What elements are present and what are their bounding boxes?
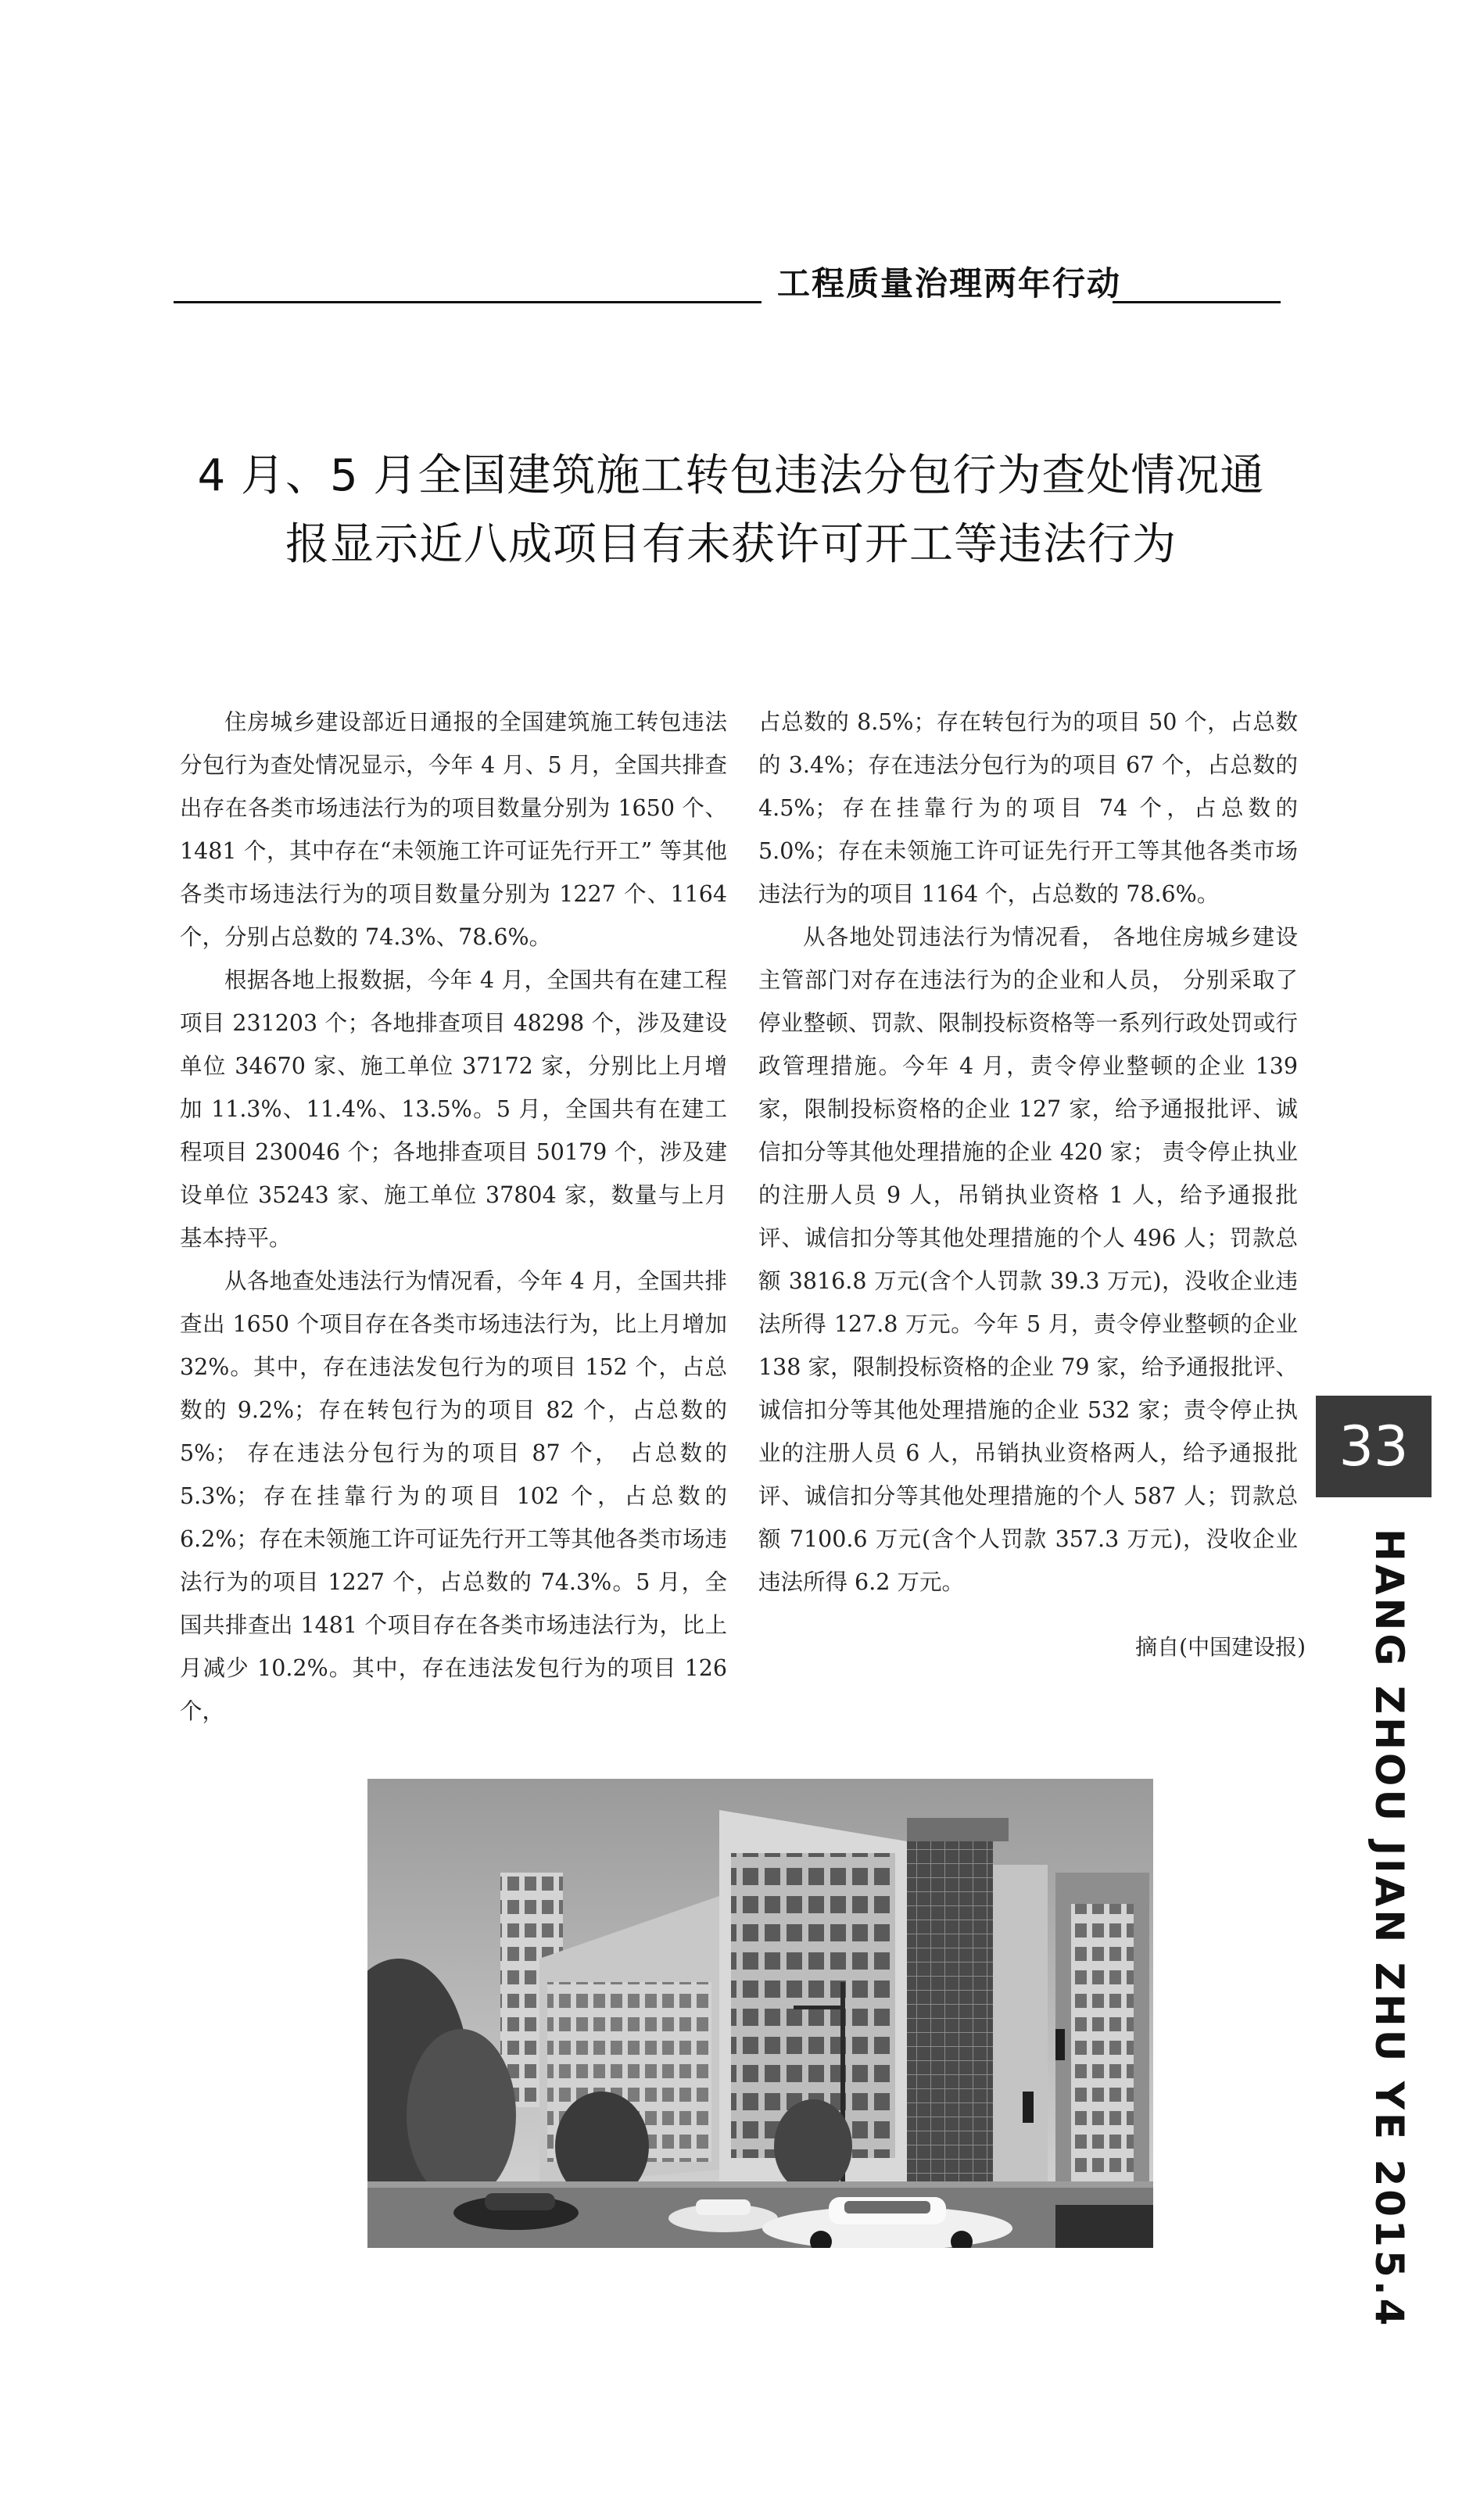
paragraph: 住房城乡建设部近日通报的全国建筑施工转包违法分包行为查处情况显示，今年 4 月、5 月，全国共排查出存在各类市场违法行为的项目数量分别为 1650 个、1481 个，其中存在“未领施工许可证先行开工” 等其他各类市场违法行为的项目数量分别为 1227 个、1164 个，分别占总数的 74.3%、78.6%。 <box>180 709 727 950</box>
header-rule-left <box>174 301 762 303</box>
paragraph: 从各地查处违法行为情况看，今年 4 月，全国共排查出 1650 个项目存在各类市场违法行为，比上月增加 32%。其中，存在违法发包行为的项目 152 个，占总数的 9.2%；存在转包行为的项目 82 个，占总数的 5%； 存在违法分包行为的项目 87 个， 占总数的 5.3%；存在挂靠行为的项目 102 个，占总数的 6.2%；存在未领施工许可证先行开工等其他各类市场违法行为的项目 1227 个，占总数的 74.3%。5 月，全国共排查出 1481 个项目存在各类市场违法行为，比上月减少 10.2%。其中，存在违法发包行为的项目 126 个， <box>180 1268 727 1724</box>
paragraph: 从各地处罚违法行为情况看， 各地住房城乡建设主管部门对存在违法行为的企业和人员， 分别采取了停业整顿、罚款、限制投标资格等一系列行政处罚或行政管理措施。今年 4 月，责令停业整顿的企业 139 家，限制投标资格的企业 127 家，给予通报批评、诚信扣分等其他处理措施的企业 420 家； 责令停止执业的注册人员 9 人，吊销执业资格 1 人，给予通报批评、诚信扣分等其他处理措施的个人 496 人；罚款总额 3816.8 万元(含个人罚款 39.3 万元)，没收企业违法所得 127.8 万元。今年 5 月，责令停业整顿的企业 138 家，限制投标资格的企业 79 家，给予通报批评、诚信扣分等其他处理措施的企业 532 家；责令停止执业的注册人员 6 人，吊销执业资格两人，给予通报批评、诚信扣分等其他处理措施的个人 587 人；罚款总额 7100.6 万元(含个人罚款 357.3 万元)，没收企业违法所得 6.2 万元。 <box>758 924 1298 1595</box>
article-title-line-2: 报显示近八成项目有未获许可开工等违法行为 <box>285 519 1177 570</box>
building-photo-illustration <box>367 1779 1153 2248</box>
building-photo <box>367 1779 1153 2248</box>
article-title-line-1: 4 月、5 月全国建筑施工转包违法分包行为查处情况通 <box>197 450 1265 501</box>
right-column <box>758 701 1298 1604</box>
header-rule-right <box>1113 301 1281 303</box>
magazine-issue-vertical: HANG ZHOU JIAN ZHU YE 2015.4 <box>1367 1529 1412 2329</box>
left-column <box>180 701 727 1733</box>
paragraph: 根据各地上报数据，今年 4 月，全国共有在建工程项目 231203 个；各地排查项目 48298 个，涉及建设单位 34670 家、施工单位 37172 家，分别比上月增加 11.3%、11.4%、13.5%。5 月，全国共有在建工程项目 230046 个；各地排查项目 50179 个，涉及建设单位 35243 家、施工单位 37804 家，数量与上月基本持平。 <box>180 967 727 1251</box>
source-credit: 摘自(中国建设报) <box>1135 1634 1306 1660</box>
section-tag: 工程质量治理两年行动 <box>777 264 1122 303</box>
page-number-badge: 33 <box>1316 1396 1432 1497</box>
article-title <box>133 442 1329 579</box>
paragraph-continuation: 占总数的 8.5%；存在转包行为的项目 50 个，占总数的 3.4%；存在违法分包行为的项目 67 个，占总数的 4.5%；存在挂靠行为的项目 74 个，占总数的 5.0%；存在未领施工许可证先行开工等其他各类市场违法行为的项目 1164 个，占总数的 78.6%。 <box>758 709 1298 907</box>
